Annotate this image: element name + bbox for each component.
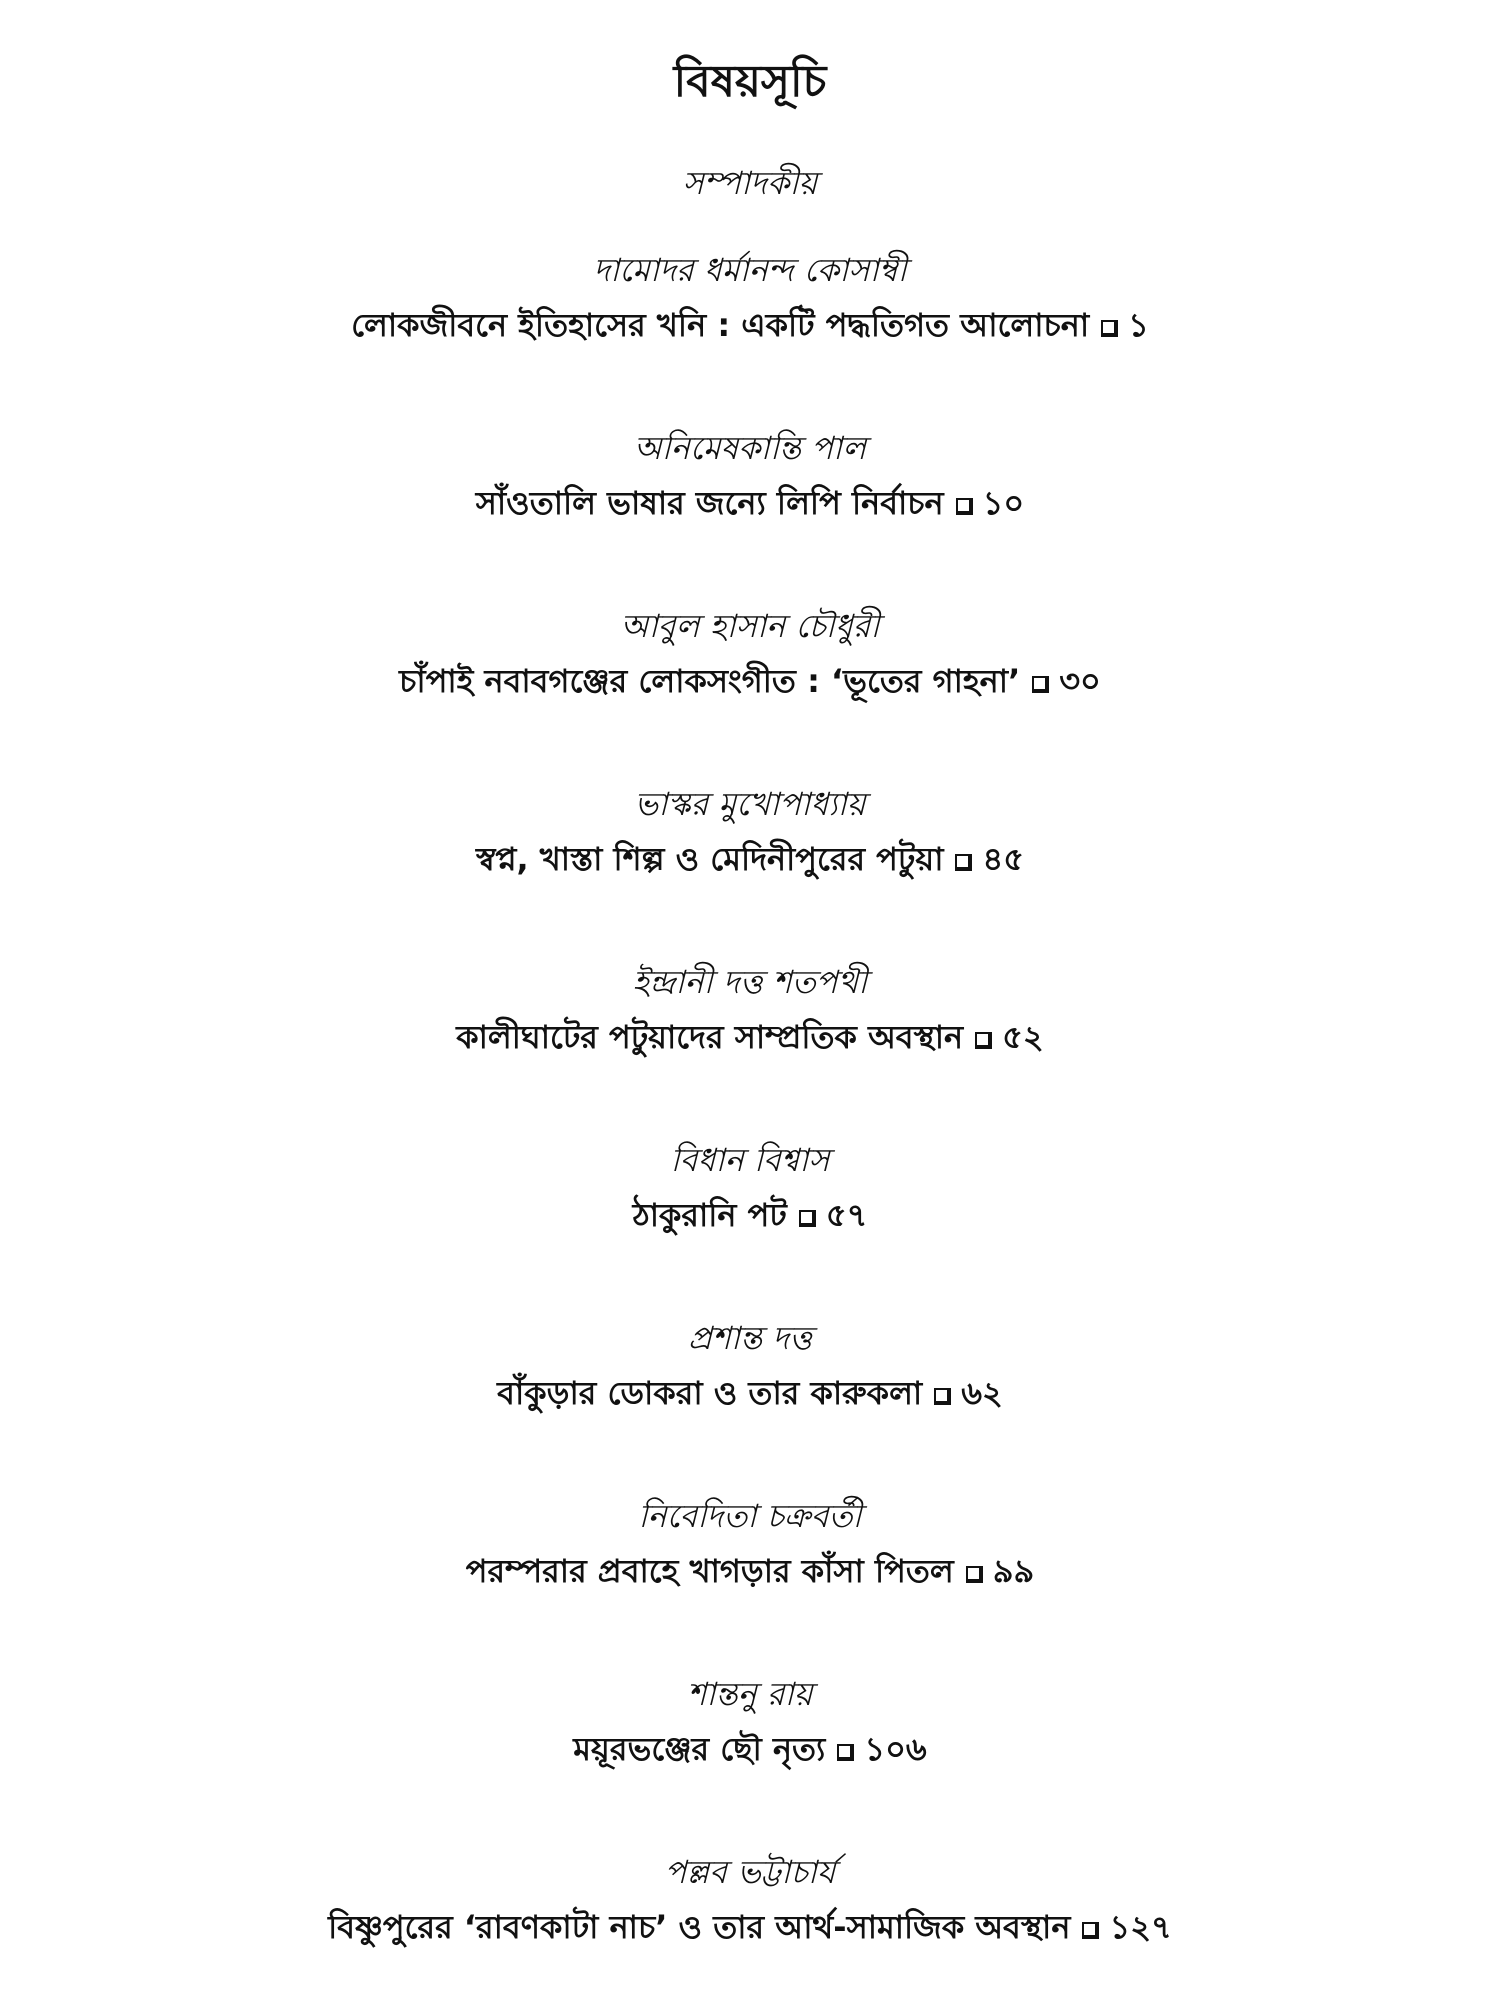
toc-entry	[0, 1491, 1500, 1601]
bullet-box-icon	[1101, 320, 1118, 337]
bullet-box-icon	[799, 1210, 816, 1227]
page-title: বিষয়সূচি	[673, 56, 827, 107]
page-number: ১২৭	[1109, 1908, 1172, 1946]
toc-entry	[0, 601, 1500, 711]
entry-article	[0, 829, 1500, 889]
page-number: ১	[1128, 306, 1149, 344]
article-title: লোকজীবনে ইতিহাসের খনি : একটি পদ্ধতিগত আলোচনা	[351, 306, 1090, 344]
entry-author: প্রশান্ত দত্ত	[687, 1319, 813, 1357]
entry-article	[0, 1007, 1500, 1067]
entry-article	[0, 473, 1500, 533]
article-title: চাঁপাই নবাবগঞ্জের লোকসংগীত : ‘ভূতের গাহনা’	[399, 662, 1021, 700]
page-number: ৫২	[1002, 1018, 1044, 1056]
entry-article	[0, 1363, 1500, 1423]
article-title: পরম্পরার প্রবাহে খাগড়ার কাঁসা পিতল	[465, 1552, 954, 1590]
bullet-box-icon	[934, 1388, 951, 1405]
entry-author: শান্তনু রায়	[687, 1675, 813, 1713]
bullet-box-icon	[956, 498, 973, 515]
entry-author: নিবেদিতা চক্রবর্তী	[638, 1497, 862, 1535]
bullet-box-icon	[1032, 676, 1049, 693]
bullet-box-icon	[966, 1566, 983, 1583]
entry-author: বিধান বিশ্বাস	[670, 1141, 830, 1179]
page-number: ১০	[982, 484, 1025, 522]
article-title: বিষ্ণুপুরের ‘রাবণকাটা নাচ’ ও তার আর্থ-সামাজিক অবস্থান	[328, 1908, 1071, 1946]
entry-article	[0, 1719, 1500, 1779]
article-title: কালীঘাটের পটুয়াদের সাম্প্রতিক অবস্থান	[456, 1018, 964, 1056]
toc-entry	[0, 1313, 1500, 1423]
page-number: ৩০	[1059, 662, 1101, 700]
bullet-box-icon	[1082, 1922, 1099, 1939]
page-number: ৯৯	[992, 1552, 1035, 1590]
entry-article	[0, 295, 1500, 355]
article-title: স্বপ্ন, খাস্তা শিল্প ও মেদিনীপুরের পটুয়া	[475, 840, 944, 878]
article-title: বাঁকুড়ার ডোকরা ও তার কারুকলা	[497, 1374, 923, 1412]
entry-article	[0, 1185, 1500, 1245]
toc-entry	[0, 957, 1500, 1067]
article-title: সাঁওতালি ভাষার জন্যে লিপি নির্বাচন	[475, 484, 944, 522]
toc-entry	[0, 1847, 1500, 1957]
entry-author: অনিমেষকান্তি পাল	[633, 429, 867, 467]
bullet-box-icon	[975, 1032, 992, 1049]
entry-author: ভাস্কর মুখোপাধ্যায়	[634, 785, 866, 823]
toc-entry	[0, 1135, 1500, 1245]
entry-article	[0, 651, 1500, 711]
page-number: ৬২	[961, 1374, 1003, 1412]
bullet-box-icon	[837, 1744, 854, 1761]
toc-entry	[0, 779, 1500, 889]
entry-article	[0, 1541, 1500, 1601]
entry-author: পল্লব ভট্টাচার্য	[664, 1853, 836, 1891]
editorial-label: সম্পাদকীয়	[682, 164, 818, 202]
article-title: ময়ূরভঞ্জের ছৌ নৃত্য	[573, 1730, 826, 1768]
toc-entry	[0, 1669, 1500, 1779]
entry-author: আবুল হাসান চৌধুরী	[620, 607, 880, 645]
page-number: ৫৭	[825, 1196, 868, 1234]
bullet-box-icon	[955, 854, 972, 871]
entry-author: ইন্দ্রানী দত্ত শতপথী	[632, 963, 868, 1001]
entry-article	[0, 1897, 1500, 1957]
page-number: ১০৬	[864, 1730, 927, 1768]
entry-author: দামোদর ধর্মানন্দ কোসাম্বী	[593, 251, 907, 289]
toc-entry	[0, 245, 1500, 355]
toc-entry	[0, 423, 1500, 533]
page-number: ৪৫	[982, 840, 1025, 878]
article-title: ঠাকুরানি পট	[632, 1196, 787, 1234]
